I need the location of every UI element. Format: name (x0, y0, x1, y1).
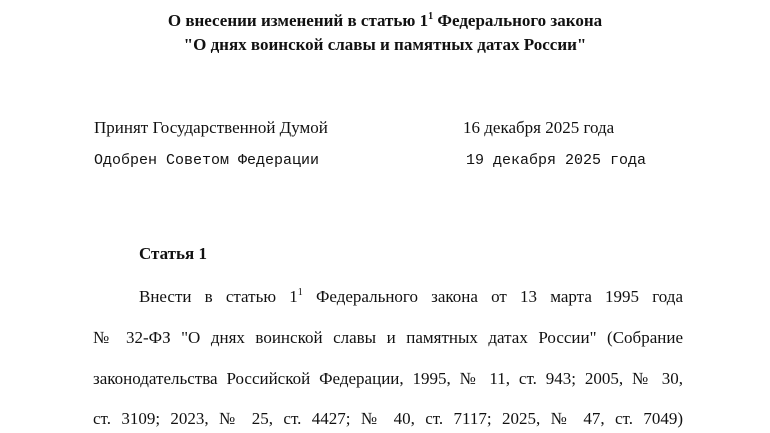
article-heading: Статья 1 (139, 244, 207, 263)
title-superscript: 1 (428, 11, 434, 22)
document-title-line-2: "О днях воинской славы и памятных датах России" (183, 35, 587, 54)
title-text-start: О внесении изменений в статью 1 (167, 11, 429, 30)
article-text-line-1 (139, 287, 683, 307)
article-text-end: Федерального закона от 13 марта 1995 года (302, 287, 683, 306)
adopted-date: 16 декабря 2025 года (463, 118, 615, 137)
article-text-line-3: законодательства Российской Федерации, 1995, № 11, ст. 943; 2005, № 30, (93, 369, 683, 388)
approved-date: 19 декабря 2025 года (466, 152, 647, 169)
approved-by-federation-council-label: Одобрен Советом Федерации (94, 152, 320, 169)
title-text-end: Федерального закона (433, 11, 603, 30)
document-title-line-1 (0, 11, 770, 31)
article-text-line-2: № 32-ФЗ "О днях воинской славы и памятных датах России" (Собрание (93, 328, 683, 347)
adopted-by-duma-label: Принят Государственной Думой (94, 118, 328, 137)
article-text-start: Внести в статью 1 (139, 287, 298, 306)
article-superscript: 1 (297, 287, 303, 298)
article-text-line-4: ст. 3109; 2023, № 25, ст. 4427; № 40, ст. 7117; 2025, № 47, ст. 7049) (93, 409, 683, 428)
